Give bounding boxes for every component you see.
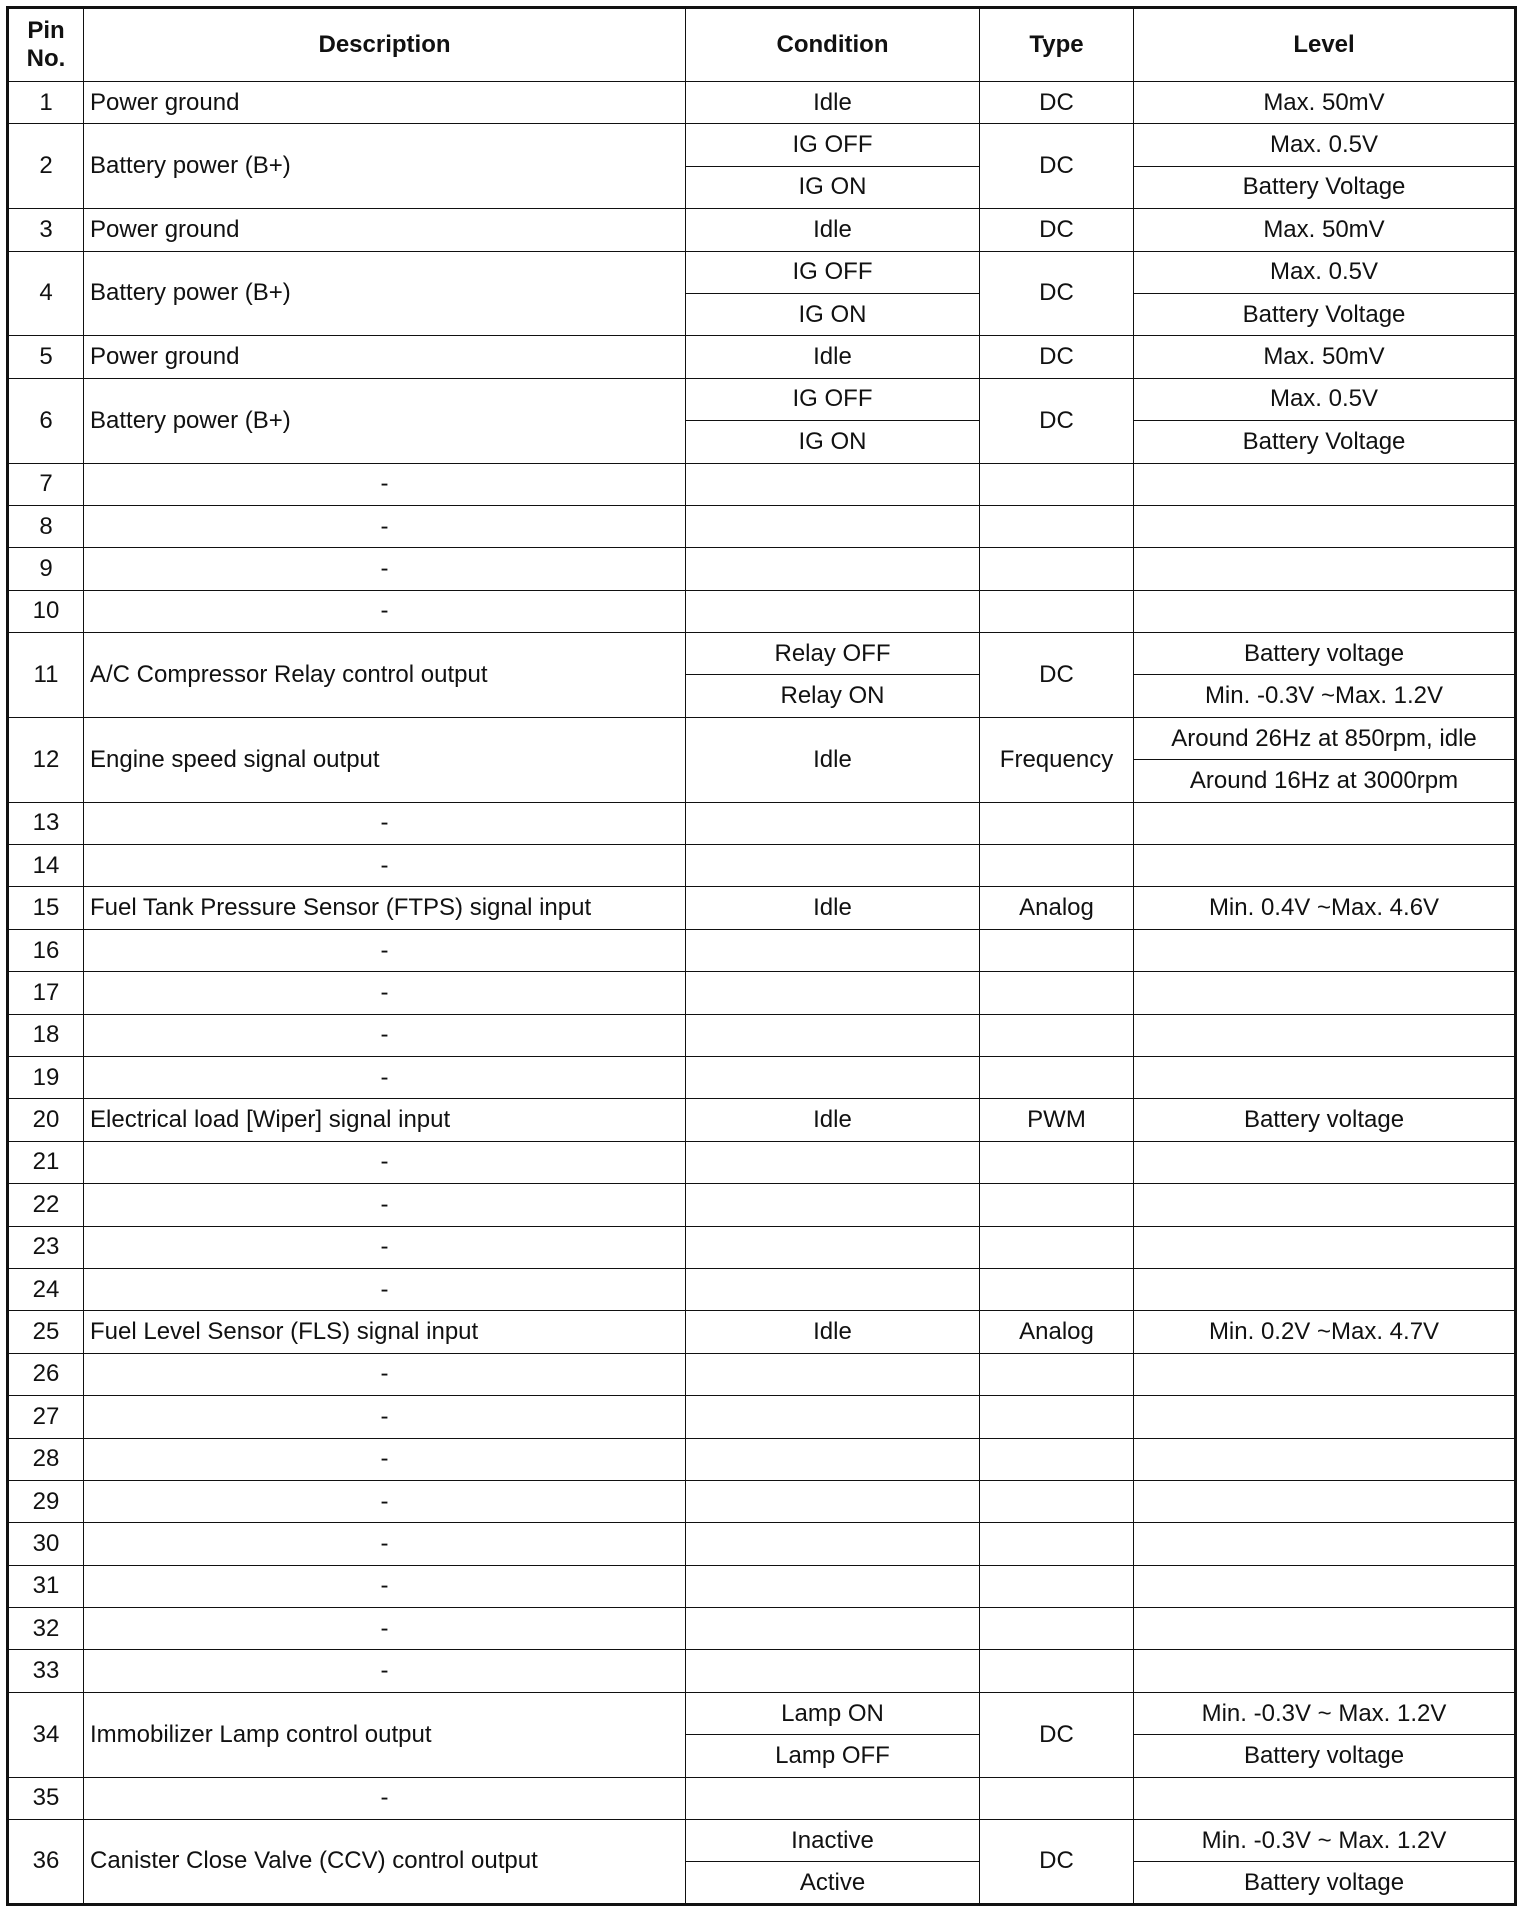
pin-condition xyxy=(686,1608,980,1650)
pin-level: Max. 0.5V xyxy=(1134,124,1516,166)
pin-level: Battery voltage xyxy=(1134,1735,1516,1777)
pin-condition xyxy=(686,505,980,547)
pin-description: - xyxy=(84,1523,686,1565)
pin-type xyxy=(980,1480,1134,1522)
pin-number: 5 xyxy=(8,336,84,378)
table-row xyxy=(8,929,1516,971)
pin-condition xyxy=(686,1141,980,1183)
pin-type: DC xyxy=(980,633,1134,718)
pin-description: Electrical load [Wiper] signal input xyxy=(84,1099,686,1141)
pin-description: - xyxy=(84,505,686,547)
table-row xyxy=(8,82,1516,124)
pin-level xyxy=(1134,1396,1516,1438)
pin-condition xyxy=(686,1396,980,1438)
pin-number: 21 xyxy=(8,1141,84,1183)
pin-condition: IG ON xyxy=(686,293,980,335)
pin-description: Immobilizer Lamp control output xyxy=(84,1692,686,1777)
pin-level xyxy=(1134,1268,1516,1310)
pin-level xyxy=(1134,972,1516,1014)
pin-description: - xyxy=(84,590,686,632)
pin-type: DC xyxy=(980,82,1134,124)
pin-condition: IG OFF xyxy=(686,251,980,293)
pin-description: - xyxy=(84,1268,686,1310)
pin-type xyxy=(980,845,1134,887)
pin-condition: Idle xyxy=(686,1099,980,1141)
pin-level xyxy=(1134,1438,1516,1480)
pin-number: 1 xyxy=(8,82,84,124)
pin-level: Max. 50mV xyxy=(1134,336,1516,378)
pin-number: 10 xyxy=(8,590,84,632)
table-row xyxy=(8,1184,1516,1226)
pin-table xyxy=(6,6,1517,1906)
pin-number: 7 xyxy=(8,463,84,505)
pin-condition: IG OFF xyxy=(686,124,980,166)
pin-level xyxy=(1134,1565,1516,1607)
table-row xyxy=(8,717,1516,759)
pin-description: - xyxy=(84,802,686,844)
pin-number: 17 xyxy=(8,972,84,1014)
pin-level xyxy=(1134,1184,1516,1226)
pin-type xyxy=(980,1353,1134,1395)
pin-type xyxy=(980,1608,1134,1650)
pin-condition: Lamp ON xyxy=(686,1692,980,1734)
pin-description: - xyxy=(84,1650,686,1692)
pin-condition: Inactive xyxy=(686,1820,980,1862)
pin-level: Battery Voltage xyxy=(1134,293,1516,335)
pin-description: Power ground xyxy=(84,82,686,124)
pin-number: 13 xyxy=(8,802,84,844)
pin-level: Around 16Hz at 3000rpm xyxy=(1134,760,1516,802)
pin-number: 4 xyxy=(8,251,84,336)
table-row xyxy=(8,209,1516,251)
pin-level xyxy=(1134,1777,1516,1819)
pin-type xyxy=(980,463,1134,505)
pin-level xyxy=(1134,1650,1516,1692)
pin-description: - xyxy=(84,1353,686,1395)
table-row xyxy=(8,1056,1516,1098)
pin-number: 22 xyxy=(8,1184,84,1226)
pin-level: Max. 0.5V xyxy=(1134,251,1516,293)
pin-type xyxy=(980,505,1134,547)
pin-description: - xyxy=(84,1014,686,1056)
pin-type: DC xyxy=(980,378,1134,463)
pin-type xyxy=(980,1777,1134,1819)
header-condition: Condition xyxy=(686,8,980,82)
pin-number: 31 xyxy=(8,1565,84,1607)
table-row xyxy=(8,1565,1516,1607)
table-row xyxy=(8,845,1516,887)
pin-type xyxy=(980,590,1134,632)
pin-condition xyxy=(686,590,980,632)
table-row xyxy=(8,1523,1516,1565)
pin-condition xyxy=(686,1184,980,1226)
table-row xyxy=(8,1692,1516,1734)
pin-type: DC xyxy=(980,1820,1134,1905)
pin-level xyxy=(1134,1141,1516,1183)
header-pin-no xyxy=(8,8,84,82)
pin-level xyxy=(1134,1353,1516,1395)
pin-condition xyxy=(686,1226,980,1268)
pin-number: 16 xyxy=(8,929,84,971)
pin-description: Battery power (B+) xyxy=(84,124,686,209)
table-row xyxy=(8,1608,1516,1650)
pin-type: DC xyxy=(980,1692,1134,1777)
table-row xyxy=(8,1311,1516,1353)
table-row xyxy=(8,505,1516,547)
pin-level: Min. 0.4V ~Max. 4.6V xyxy=(1134,887,1516,929)
pin-level xyxy=(1134,590,1516,632)
pin-description: - xyxy=(84,1226,686,1268)
pin-number: 2 xyxy=(8,124,84,209)
pin-type xyxy=(980,1396,1134,1438)
table-row xyxy=(8,633,1516,675)
pin-type xyxy=(980,1438,1134,1480)
pin-description: - xyxy=(84,1141,686,1183)
pin-number: 27 xyxy=(8,1396,84,1438)
pin-description: A/C Compressor Relay control output xyxy=(84,633,686,718)
pin-description: - xyxy=(84,929,686,971)
table-row xyxy=(8,1438,1516,1480)
pin-level xyxy=(1134,1056,1516,1098)
pin-number: 18 xyxy=(8,1014,84,1056)
table-body xyxy=(8,82,1516,1905)
pin-condition xyxy=(686,1565,980,1607)
pin-condition xyxy=(686,802,980,844)
pin-type xyxy=(980,802,1134,844)
pin-type xyxy=(980,1523,1134,1565)
pin-description: - xyxy=(84,1777,686,1819)
pin-number: 26 xyxy=(8,1353,84,1395)
pin-description: - xyxy=(84,1184,686,1226)
pin-description: Canister Close Valve (CCV) control output xyxy=(84,1820,686,1905)
pin-number: 15 xyxy=(8,887,84,929)
pin-description: - xyxy=(84,1396,686,1438)
pin-level xyxy=(1134,845,1516,887)
table-row xyxy=(8,1820,1516,1862)
pin-level: Battery Voltage xyxy=(1134,166,1516,208)
table-row xyxy=(8,1353,1516,1395)
table-row xyxy=(8,1650,1516,1692)
table-row xyxy=(8,463,1516,505)
table-row xyxy=(8,378,1516,420)
pin-type xyxy=(980,1650,1134,1692)
pin-level: Around 26Hz at 850rpm, idle xyxy=(1134,717,1516,759)
pin-number: 11 xyxy=(8,633,84,718)
pin-condition xyxy=(686,1353,980,1395)
pin-condition xyxy=(686,1014,980,1056)
pin-condition: Idle xyxy=(686,209,980,251)
pin-description: - xyxy=(84,463,686,505)
pin-condition: Idle xyxy=(686,717,980,802)
pin-condition: IG OFF xyxy=(686,378,980,420)
table-row xyxy=(8,251,1516,293)
pin-condition: IG ON xyxy=(686,421,980,463)
pin-number: 32 xyxy=(8,1608,84,1650)
pin-number: 14 xyxy=(8,845,84,887)
pin-number: 20 xyxy=(8,1099,84,1141)
pin-description: Power ground xyxy=(84,209,686,251)
pin-level: Max. 50mV xyxy=(1134,82,1516,124)
pin-number: 9 xyxy=(8,548,84,590)
pin-condition: IG ON xyxy=(686,166,980,208)
pin-number: 3 xyxy=(8,209,84,251)
pin-type: Analog xyxy=(980,1311,1134,1353)
pin-condition xyxy=(686,1438,980,1480)
table-row xyxy=(8,336,1516,378)
pin-level: Battery Voltage xyxy=(1134,421,1516,463)
pin-type: DC xyxy=(980,336,1134,378)
pin-description: Fuel Level Sensor (FLS) signal input xyxy=(84,1311,686,1353)
table-row xyxy=(8,1141,1516,1183)
pin-level: Max. 50mV xyxy=(1134,209,1516,251)
pin-condition: Idle xyxy=(686,336,980,378)
pin-condition xyxy=(686,463,980,505)
header-type: Type xyxy=(980,8,1134,82)
table-row xyxy=(8,124,1516,166)
pin-type xyxy=(980,548,1134,590)
pin-type xyxy=(980,1014,1134,1056)
pin-level: Battery voltage xyxy=(1134,1099,1516,1141)
header-description: Description xyxy=(84,8,686,82)
pin-type xyxy=(980,1226,1134,1268)
pin-type: PWM xyxy=(980,1099,1134,1141)
table-row xyxy=(8,590,1516,632)
pin-condition xyxy=(686,1777,980,1819)
pin-number: 12 xyxy=(8,717,84,802)
pin-condition: Idle xyxy=(686,82,980,124)
pin-level xyxy=(1134,1014,1516,1056)
pin-description: - xyxy=(84,972,686,1014)
header-level: Level xyxy=(1134,8,1516,82)
pin-condition xyxy=(686,845,980,887)
pin-type xyxy=(980,1565,1134,1607)
pin-level: Max. 0.5V xyxy=(1134,378,1516,420)
pin-level: Battery voltage xyxy=(1134,633,1516,675)
pin-condition xyxy=(686,1650,980,1692)
pin-number: 23 xyxy=(8,1226,84,1268)
pin-level: Min. -0.3V ~ Max. 1.2V xyxy=(1134,1820,1516,1862)
pin-type: Analog xyxy=(980,887,1134,929)
pin-description: - xyxy=(84,845,686,887)
table-row xyxy=(8,972,1516,1014)
pin-level: Min. -0.3V ~Max. 1.2V xyxy=(1134,675,1516,717)
pin-type xyxy=(980,1184,1134,1226)
pin-type: DC xyxy=(980,124,1134,209)
pin-level xyxy=(1134,1523,1516,1565)
pin-condition: Active xyxy=(686,1862,980,1904)
pin-condition xyxy=(686,1480,980,1522)
table-row xyxy=(8,1014,1516,1056)
table-row xyxy=(8,1226,1516,1268)
pin-level xyxy=(1134,548,1516,590)
pin-level: Battery voltage xyxy=(1134,1862,1516,1904)
pin-type: DC xyxy=(980,251,1134,336)
pin-number: 35 xyxy=(8,1777,84,1819)
pin-level: Min. -0.3V ~ Max. 1.2V xyxy=(1134,1692,1516,1734)
pin-number: 19 xyxy=(8,1056,84,1098)
header-pin-line2: No. xyxy=(26,45,66,72)
table-row xyxy=(8,1777,1516,1819)
pin-condition: Relay OFF xyxy=(686,633,980,675)
pin-description: Power ground xyxy=(84,336,686,378)
pin-condition xyxy=(686,548,980,590)
pin-description: Fuel Tank Pressure Sensor (FTPS) signal input xyxy=(84,887,686,929)
table-row xyxy=(8,802,1516,844)
pin-number: 30 xyxy=(8,1523,84,1565)
pin-number: 8 xyxy=(8,505,84,547)
pin-description: - xyxy=(84,1438,686,1480)
pin-description: - xyxy=(84,1056,686,1098)
pin-number: 25 xyxy=(8,1311,84,1353)
table-row xyxy=(8,1099,1516,1141)
pin-level: Min. 0.2V ~Max. 4.7V xyxy=(1134,1311,1516,1353)
table-header-row xyxy=(8,8,1516,82)
pin-condition: Relay ON xyxy=(686,675,980,717)
table-row xyxy=(8,887,1516,929)
pin-condition: Idle xyxy=(686,887,980,929)
pin-condition xyxy=(686,972,980,1014)
pin-number: 6 xyxy=(8,378,84,463)
pin-level xyxy=(1134,505,1516,547)
pin-level xyxy=(1134,463,1516,505)
pin-condition xyxy=(686,1056,980,1098)
table-row xyxy=(8,1480,1516,1522)
pin-description: - xyxy=(84,1565,686,1607)
pin-number: 29 xyxy=(8,1480,84,1522)
pin-type: DC xyxy=(980,209,1134,251)
pin-level xyxy=(1134,1480,1516,1522)
pin-type xyxy=(980,929,1134,971)
pin-type xyxy=(980,1141,1134,1183)
pin-number: 34 xyxy=(8,1692,84,1777)
pin-level xyxy=(1134,802,1516,844)
pin-condition xyxy=(686,1523,980,1565)
pin-condition xyxy=(686,1268,980,1310)
pin-level xyxy=(1134,1608,1516,1650)
pin-number: 28 xyxy=(8,1438,84,1480)
pin-number: 36 xyxy=(8,1820,84,1905)
pin-description: - xyxy=(84,1608,686,1650)
pin-number: 33 xyxy=(8,1650,84,1692)
pin-condition xyxy=(686,929,980,971)
pin-level xyxy=(1134,1226,1516,1268)
header-pin-line1: Pin xyxy=(27,17,65,45)
pin-type: Frequency xyxy=(980,717,1134,802)
pin-description: Engine speed signal output xyxy=(84,717,686,802)
pin-description: Battery power (B+) xyxy=(84,251,686,336)
table-row xyxy=(8,548,1516,590)
pin-condition: Lamp OFF xyxy=(686,1735,980,1777)
pin-description: - xyxy=(84,1480,686,1522)
table-row xyxy=(8,1396,1516,1438)
pin-level xyxy=(1134,929,1516,971)
pin-description: - xyxy=(84,548,686,590)
pin-condition: Idle xyxy=(686,1311,980,1353)
pin-type xyxy=(980,1056,1134,1098)
pin-type xyxy=(980,972,1134,1014)
pin-number: 24 xyxy=(8,1268,84,1310)
pin-type xyxy=(980,1268,1134,1310)
pin-description: Battery power (B+) xyxy=(84,378,686,463)
table-row xyxy=(8,1268,1516,1310)
